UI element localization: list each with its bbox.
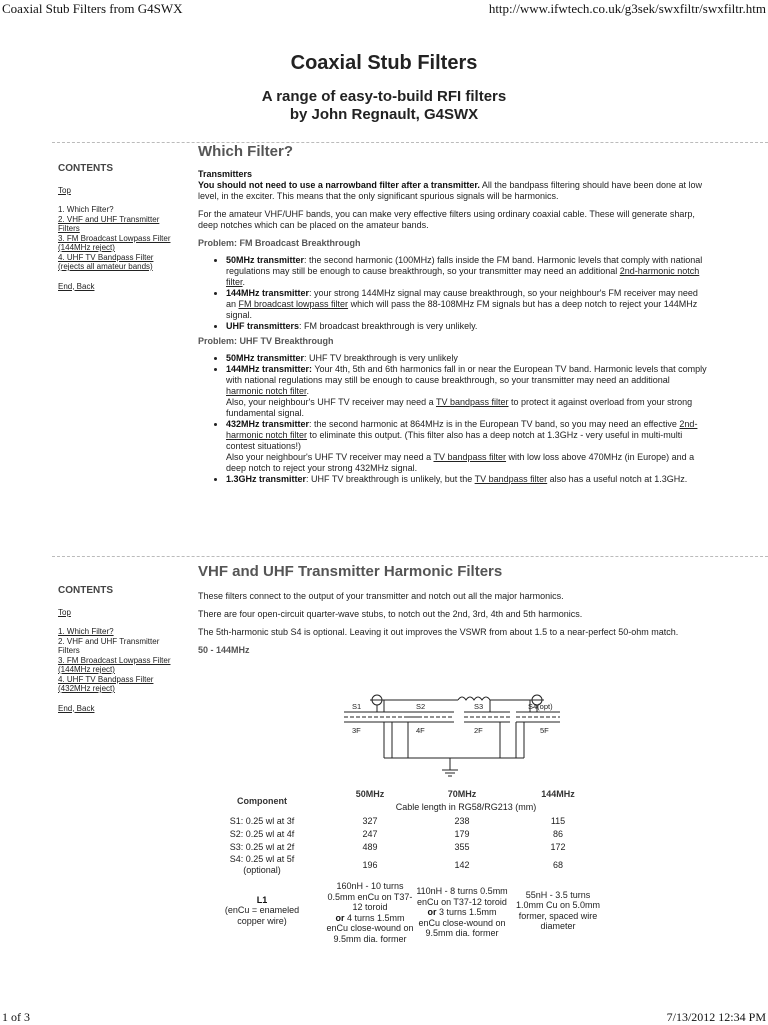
contents-heading: CONTENTS [58,163,113,174]
inductor-l1-icon [458,697,490,700]
section-heading: VHF and UHF Transmitter Harmonic Filters [198,563,503,580]
col-header-144mhz: 144MHz [541,789,575,799]
print-date: 7/13/2012 12:34 PM [666,1010,766,1024]
table-row [200,814,608,827]
sidebar-link-top[interactable]: Top [58,185,71,195]
cell: 238 [454,815,470,826]
divider [52,142,768,143]
table-subheader: Cable length in RG58/RG213 (mm) [395,802,537,812]
filter-schematic [340,688,562,782]
link-tv-bandpass[interactable]: TV bandpass filter [433,452,507,462]
col-header-70mhz: 70MHz [447,789,477,799]
sidebar-contents-1 [58,164,178,291]
link-fm-lowpass[interactable]: FM broadcast lowpass filter [238,299,349,309]
l1-label: L1 [256,894,268,905]
cell: 115 [550,815,566,826]
row-label [200,877,324,944]
table-header-row [200,788,608,800]
table-row-l1 [200,877,608,944]
subtitle-line-1: A range of easy-to-build RFI filters [261,88,507,105]
page-number: 1 of 3 [2,1010,30,1024]
divider [52,556,768,557]
cell: 86 [552,828,563,839]
sidebar-item-vhf-uhf-filters[interactable]: 2. VHF and UHF Transmitter Filters [58,214,160,233]
cell: 160nH - 10 turns 0.5mm enCu on T37-12 toroid or 4 turns 1.5mm enCu close-wound on 9.5mm dia. former [326,881,414,944]
stub-s4-label: S4(opt) [528,702,553,711]
print-header-title: Coaxial Stub Filters from G4SWX [2,1,183,16]
print-header-url: http://www.ifwtech.co.uk/g3sek/swxfiltr/swxfiltr.htm [488,1,766,16]
band-label: 50 - 144MHz [198,645,250,655]
sidebar-link-top[interactable]: Top [58,607,71,617]
problem-tv-heading: Problem: UHF TV Breakthrough [198,336,334,346]
stub-s4-freq: 5F [540,726,549,735]
sidebar-item-which-filter[interactable]: 1. Which Filter? [58,627,114,636]
row-label: S3: 0.25 wl at 2f [229,841,295,852]
link-harmonic-notch[interactable]: harmonic notch filter [226,386,307,396]
optional-stub-paragraph: The 5th-harmonic stub S4 is optional. Leaving it out improves the VSWR from about 1.5 to a near-perfect 50-ohm match. [198,627,679,637]
coax-paragraph: For the amateur VHF/UHF bands, you can make very effective filters using ordinary coaxial cable. These will generate sharp, deep notches which can be placed on the amateur bands. [198,209,695,230]
cell: 327 [362,815,378,826]
cell: 247 [362,828,378,839]
table-row [200,827,608,840]
stub-s1-label: S1 [352,702,362,711]
cell: 68 [552,860,563,870]
cell: 172 [550,841,566,852]
section-heading: Which Filter? [198,143,293,160]
list-item: • 1.3GHz transmitter: UHF TV breakthrough is unlikely, but the TV bandpass filter also has a useful notch at 1.3GHz. [226,474,708,485]
page-subtitle [0,88,768,124]
stub-s2-freq: 4F [416,726,425,735]
page-title: Coaxial Stub Filters [290,52,478,74]
component-table [200,788,608,944]
cell: 196 [362,860,378,870]
list-item: • 50MHz transmitter: UHF TV breakthrough is very unlikely [226,353,708,364]
stub-s2-label: S2 [416,702,426,711]
intro-paragraph: These filters connect to the output of your transmitter and notch out all the major harmonics. [198,591,564,601]
sidebar-item-uhf-tv-bandpass[interactable]: 4. UHF TV Bandpass Filter (432MHz reject) [58,674,154,693]
col-header-component: Component [237,796,287,806]
table-row [200,840,608,853]
cell: 142 [454,860,470,870]
list-item: • 50MHz transmitter: the second harmonic (100MHz) falls inside the FM band. Harmonic levels that comply with national regulations may still be enough to cause breakthrough, so your transmitter may need an additional 2nd-harmonic notch filter. [226,255,708,288]
stub-s3-freq: 2F [474,726,483,735]
print-header [0,0,768,18]
list-item: • UHF transmitters: FM broadcast breakthrough is very unlikely. [226,321,708,332]
sidebar-item-uhf-tv-bandpass[interactable]: 4. UHF TV Bandpass Filter (rejects all amateur bands) [58,252,154,271]
list-item: • 144MHz transmitter: Your 4th, 5th and 6th harmonics fall in or near the European TV band. Harmonic levels that comply with national regulations may still be enough to cause breakthrough, so your transmitter may need an additional harmonic notch filter. Also, your neighbour's UHF TV receiver may need a TV bandpass filter to protect it against overload from your strong fundamental signal. [226,364,708,419]
link-2nd-harmonic-notch[interactable]: 2nd-harmonic notch filter [226,419,698,440]
tv-list [198,353,708,485]
fm-list [198,255,708,332]
col-header-50mhz: 50MHz [355,789,385,799]
transmitters-label: Transmitters [198,169,253,179]
sidebar-item-fm-lowpass[interactable]: 3. FM Broadcast Lowpass Filter (144MHz reject) [58,655,171,674]
cell: 179 [454,828,470,839]
link-2nd-harmonic-notch[interactable]: 2nd-harmonic notch filter [226,266,700,287]
stub-s3-label: S3 [474,702,484,711]
cell: 355 [454,841,470,852]
section-which-filter [198,143,708,489]
row-label: S4: 0.25 wl at 5f (optional) [229,854,295,875]
sidebar-item-vhf-uhf-filters[interactable]: 2. VHF and UHF Transmitter Filters [58,636,160,655]
sidebar-item-fm-lowpass[interactable]: 3. FM Broadcast Lowpass Filter (144MHz reject) [58,233,171,252]
link-tv-bandpass[interactable]: TV bandpass filter [435,397,509,407]
sidebar-link-end-back[interactable]: End, Back [58,703,95,713]
problem-fm-heading: Problem: FM Broadcast Breakthrough [198,238,361,248]
row-label: S2: 0.25 wl at 4f [229,828,295,839]
print-footer [0,1010,768,1024]
sidebar-contents-2 [58,586,178,713]
list-item: • 432MHz transmitter: the second harmonic at 864MHz is in the European TV band, so you may need an effective 2nd-harmonic notch filter to eliminate this output. (This filter also has a deep notch at 1.3GHz - very useful in multi-multi contest situations!) Also your neighbour's UHF TV receiver may need a TV bandpass filter with low loss above 470MHz (in Europe) and a deep notch to reject your strong 432MHz signal. [226,419,708,474]
cell: 489 [362,841,378,852]
sidebar-link-end-back[interactable]: End, Back [58,281,95,291]
section-harmonic-filters [198,563,708,662]
transmitters-paragraph: You should not need to use a narrowband filter after a transmitter. All the bandpass filtering should have been done at low level, in the exciter. This means that the only significant spurious signals will be harmonics. [198,180,703,201]
sidebar-item-which-filter[interactable]: 1. Which Filter? [58,205,114,214]
cell: 55nH - 3.5 turns 1.0mm Cu on 5.0mm former, spaced wire diameter [515,889,601,931]
contents-heading: CONTENTS [58,585,113,596]
stub-s1-freq: 3F [352,726,361,735]
subtitle-line-2: by John Regnault, G4SWX [289,106,479,123]
list-item: • 144MHz transmitter: your strong 144MHz signal may cause breakthrough, so your neighbour's FM receiver may need an FM broadcast lowpass filter which will pass the 88-108MHz FM signals but has a deep notch to reject your 144MHz signal. [226,288,708,321]
table-row [200,853,608,877]
stubs-paragraph: There are four open-circuit quarter-wave stubs, to notch out the 2nd, 3rd, 4th and 5th harmonics. [198,609,583,619]
link-tv-bandpass[interactable]: TV bandpass filter [474,474,548,484]
cell: 110nH - 8 turns 0.5mm enCu on T37-12 toroid or 3 turns 1.5mm enCu close-wound on 9.5mm dia. former [416,886,508,939]
row-label: S1: 0.25 wl at 3f [229,815,295,826]
l1-note: (enCu = enameled copper wire) [224,905,300,926]
